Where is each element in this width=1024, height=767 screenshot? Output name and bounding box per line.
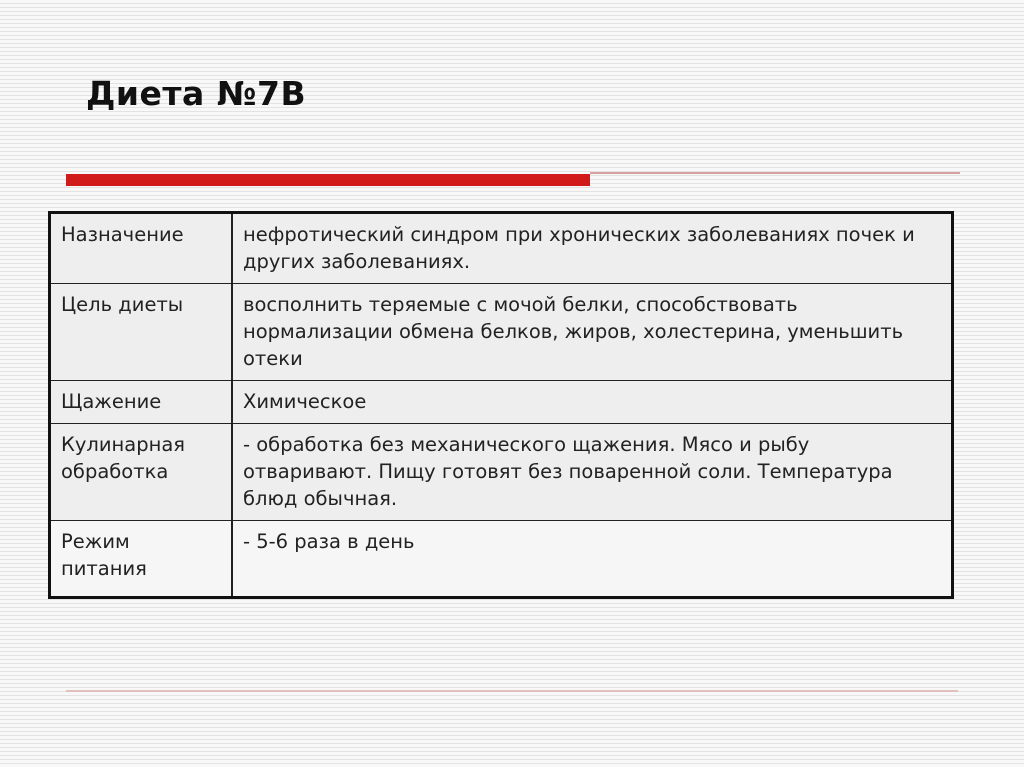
row-label: Цель диеты xyxy=(50,284,233,381)
row-label: Кулинарная обработка xyxy=(50,424,233,521)
table-row xyxy=(50,521,953,598)
title-underline-thin xyxy=(590,172,960,174)
row-value: - обработка без механического щажения. Мясо и рыбу отваривают. Пищу готовят без поваренной соли. Температура блюд обычная. xyxy=(232,424,953,521)
row-value: - 5-6 раза в день xyxy=(232,521,953,598)
table-row xyxy=(50,213,953,284)
row-label: Назначение xyxy=(50,213,233,284)
row-label: Щажение xyxy=(50,381,233,424)
table-row xyxy=(50,284,953,381)
table-row xyxy=(50,424,953,521)
table-row xyxy=(50,381,953,424)
diet-table xyxy=(48,211,954,599)
slide-title: Диета №7В xyxy=(86,74,307,113)
row-value: нефротический синдром при хронических заболеваниях почек и других заболеваниях. xyxy=(232,213,953,284)
title-underline-bar xyxy=(66,174,590,186)
row-label: Режим питания xyxy=(50,521,233,598)
footer-divider xyxy=(66,690,958,692)
row-value: восполнить теряемые с мочой белки, способствовать нормализации обмена белков, жиров, холестерина, уменьшить отеки xyxy=(232,284,953,381)
row-value: Химическое xyxy=(232,381,953,424)
